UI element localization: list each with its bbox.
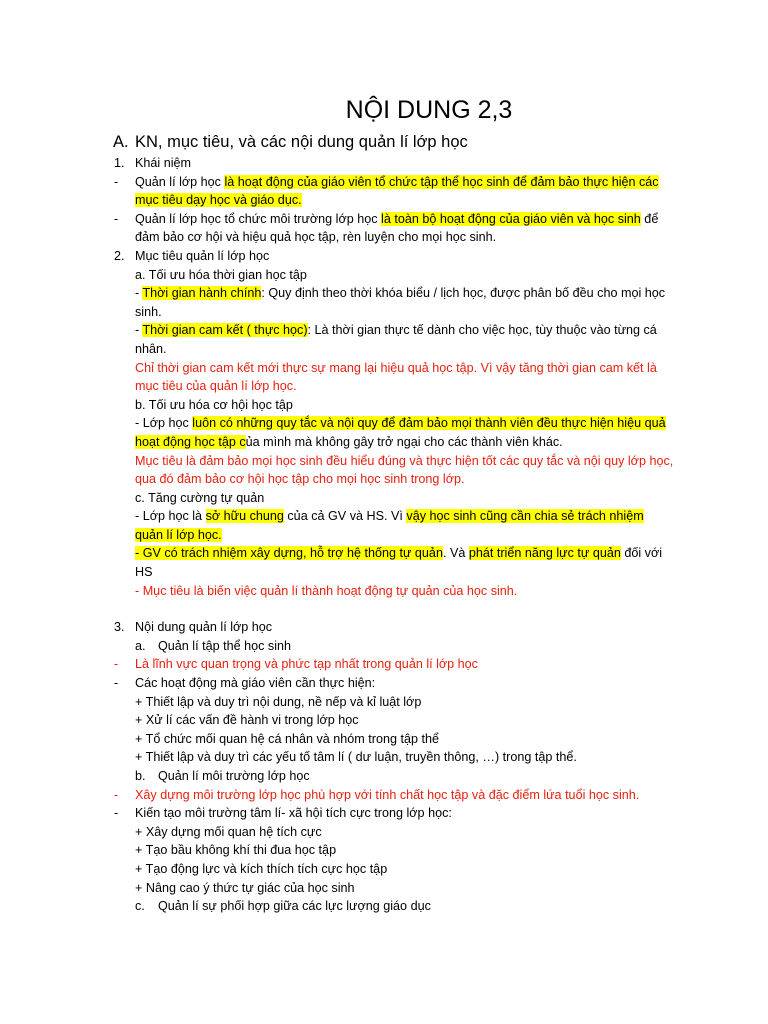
text-run: Quản lí lớp học tổ chức môi trường lớp học xyxy=(135,211,382,226)
paragraph-row xyxy=(0,321,768,358)
text-run: . Và xyxy=(442,546,469,561)
list-item xyxy=(0,173,768,210)
section-a-label: A. xyxy=(113,133,129,151)
red-note: Xây dựng môi trường lớp học phù hợp với tính chất học tập và đặc điểm lứa tuổi học sinh. xyxy=(135,787,640,802)
item-heading: Mục tiêu quản lí lớp học xyxy=(135,248,270,263)
plus-item-text: + Xử lí các vấn đề hành vi trong lớp học xyxy=(135,713,359,728)
paragraph-row xyxy=(0,284,768,321)
subheading-text: a. Tối ưu hóa thời gian học tập xyxy=(135,267,307,282)
highlight-run: phát triển năng lực tự quản xyxy=(468,546,621,561)
highlight-run: là toàn bộ hoạt động của giáo viên và học sinh xyxy=(381,211,641,226)
paragraph-row xyxy=(0,582,768,601)
list-item xyxy=(0,674,768,693)
bullet-dash: - xyxy=(114,174,119,189)
plus-item-text: + Tạo bầu không khí thi đua học tập xyxy=(135,843,337,858)
list-item xyxy=(0,767,768,786)
paragraph xyxy=(135,544,675,581)
highlight-run: Thời gian hành chính xyxy=(142,286,262,301)
paragraph xyxy=(135,284,675,321)
list-item xyxy=(0,154,768,173)
plus-item-text: + Tạo động lực và kích thích tích cực học tập xyxy=(135,861,388,876)
section-a-text: KN, mục tiêu, và các nội dung quản lí lớp học xyxy=(135,133,468,151)
subheading xyxy=(0,266,768,285)
red-note: Mục tiêu là đảm bảo mọi học sinh đều hiểu đúng và thực hiện tốt các quy tắc và nội quy lớp học, qua đó đảm bảo cơ hội học tập cho mọi học sinh trong lớp. xyxy=(135,453,674,487)
red-note: Là lĩnh vực quan trọng và phức tạp nhất trong quản lí lớp học xyxy=(135,657,478,672)
text-run: - xyxy=(135,286,143,301)
item-heading: Quản lí môi trường lớp học xyxy=(158,769,310,783)
highlight-run: luôn có những quy tắc và nội quy để đảm bảo mọi thành viên đều thực hiện hiệu quả hoạt động học tập c xyxy=(135,416,666,449)
text-run: của cả GV và HS. Vì xyxy=(283,509,407,524)
subheading xyxy=(0,489,768,508)
text-run: đối với HS xyxy=(135,546,663,580)
document-body xyxy=(0,154,768,916)
highlight-run: là hoạt động của giáo viên tổ chức tập thể học sinh để đảm bảo thực hiện các mục tiêu dạy học và giáo dục. xyxy=(135,174,659,208)
paragraph-row xyxy=(0,452,768,489)
text-run: - Lớp học xyxy=(135,416,193,431)
list-marker: 3. xyxy=(114,620,125,635)
item-heading: Quản lí sự phối hợp giữa các lực lượng giáo dục xyxy=(158,899,431,914)
paragraph-row xyxy=(0,544,768,581)
list-item xyxy=(0,637,768,656)
list-marker: b. xyxy=(135,769,146,783)
subheading-text: c. Tăng cường tự quản xyxy=(135,490,265,505)
list-item xyxy=(0,897,768,916)
plus-item xyxy=(0,860,768,879)
list-item xyxy=(0,247,768,266)
plus-item xyxy=(0,693,768,712)
list-marker: a. xyxy=(135,638,146,653)
section-a-heading xyxy=(113,133,468,152)
paragraph-row xyxy=(0,359,768,396)
plus-item-text: + Nâng cao ý thức tự giác của học sinh xyxy=(135,880,355,895)
list-item xyxy=(0,786,768,805)
plus-item-text: + Thiết lập và duy trì các yếu tố tâm lí ( dư luận, truyền thông, …) trong tập thể. xyxy=(135,750,577,765)
list-marker: 2. xyxy=(114,248,125,263)
item-heading: Nội dung quản lí lớp học xyxy=(135,620,273,635)
red-note: - Mục tiêu là biến việc quản lí thành hoạt động tự quản của học sinh. xyxy=(135,583,518,598)
text-run: ủa mình mà không gây trở ngại cho các thành viên khác. xyxy=(245,434,563,449)
highlight-run: vậy học sinh cũng cần chia sẻ trách nhiệm quản lí lớp học. xyxy=(135,509,644,542)
bullet-dash: - xyxy=(114,806,119,821)
highlight-run: sở hữu chung xyxy=(205,509,284,524)
paragraph xyxy=(135,210,675,247)
plus-item-text: + Tổ chức mối quan hệ cá nhân và nhóm trong tập thể xyxy=(135,731,439,746)
page-title: NỘI DUNG 2,3 xyxy=(345,96,513,124)
plus-item xyxy=(0,748,768,767)
list-item xyxy=(0,618,768,637)
list-marker: 1. xyxy=(114,156,125,170)
plus-item xyxy=(0,711,768,730)
text-run: Quản lí lớp học xyxy=(135,174,225,189)
item-heading: Khái niệm xyxy=(135,156,192,170)
text-run: - Lớp học là xyxy=(135,509,206,524)
subheading-text: b. Tối ưu hóa cơ hội học tập xyxy=(135,397,293,412)
bullet-dash: - xyxy=(114,211,119,226)
red-note: Chỉ thời gian cam kết mới thực sự mang lại hiệu quả học tập. Vì vậy tăng thời gian cam kết là mục tiêu của quản lí lớp học. xyxy=(135,360,657,394)
text-run: : Là thời gian thực tế dành cho việc học, tùy thuộc vào từng cá nhân. xyxy=(135,323,657,356)
list-item xyxy=(0,210,768,247)
paragraph: Các hoạt động mà giáo viên cần thực hiện: xyxy=(135,676,376,691)
item-heading: Quản lí tập thể học sinh xyxy=(158,638,292,653)
text-run: - xyxy=(135,323,143,338)
plus-item xyxy=(0,730,768,749)
text-run: : Quy định theo thời khóa biểu / lịch học, được phân bố đều cho mọi học sinh. xyxy=(135,286,666,319)
subheading xyxy=(0,396,768,415)
paragraph: Kiến tạo môi trường tâm lí- xã hội tích cực trong lớp học: xyxy=(135,806,452,821)
spacer xyxy=(0,600,768,618)
paragraph xyxy=(135,507,675,544)
plus-item xyxy=(0,879,768,898)
plus-item-text: + Thiết lập và duy trì nội dung, nề nếp và kỉ luật lớp xyxy=(135,694,422,709)
paragraph xyxy=(135,414,675,451)
plus-item xyxy=(0,841,768,860)
paragraph-row xyxy=(0,507,768,544)
highlight-run: - GV có trách nhiệm xây dựng, hỗ trợ hệ thống tự quản xyxy=(135,546,443,561)
list-marker: c. xyxy=(135,899,145,914)
bullet-dash: - xyxy=(114,657,119,672)
plus-item xyxy=(0,823,768,842)
list-item xyxy=(0,804,768,823)
paragraph xyxy=(135,173,675,210)
highlight-run: Thời gian cam kết ( thực học) xyxy=(142,323,308,338)
paragraph-row xyxy=(0,414,768,451)
plus-item-text: + Xây dựng mối quan hệ tích cực xyxy=(135,824,322,839)
bullet-dash: - xyxy=(114,787,119,802)
text-run: để đảm bảo cơ hội và hiệu quả học tập, rèn luyện cho mọi học sinh. xyxy=(135,211,659,245)
paragraph xyxy=(135,321,675,358)
bullet-dash: - xyxy=(114,676,119,691)
list-item xyxy=(0,655,768,674)
